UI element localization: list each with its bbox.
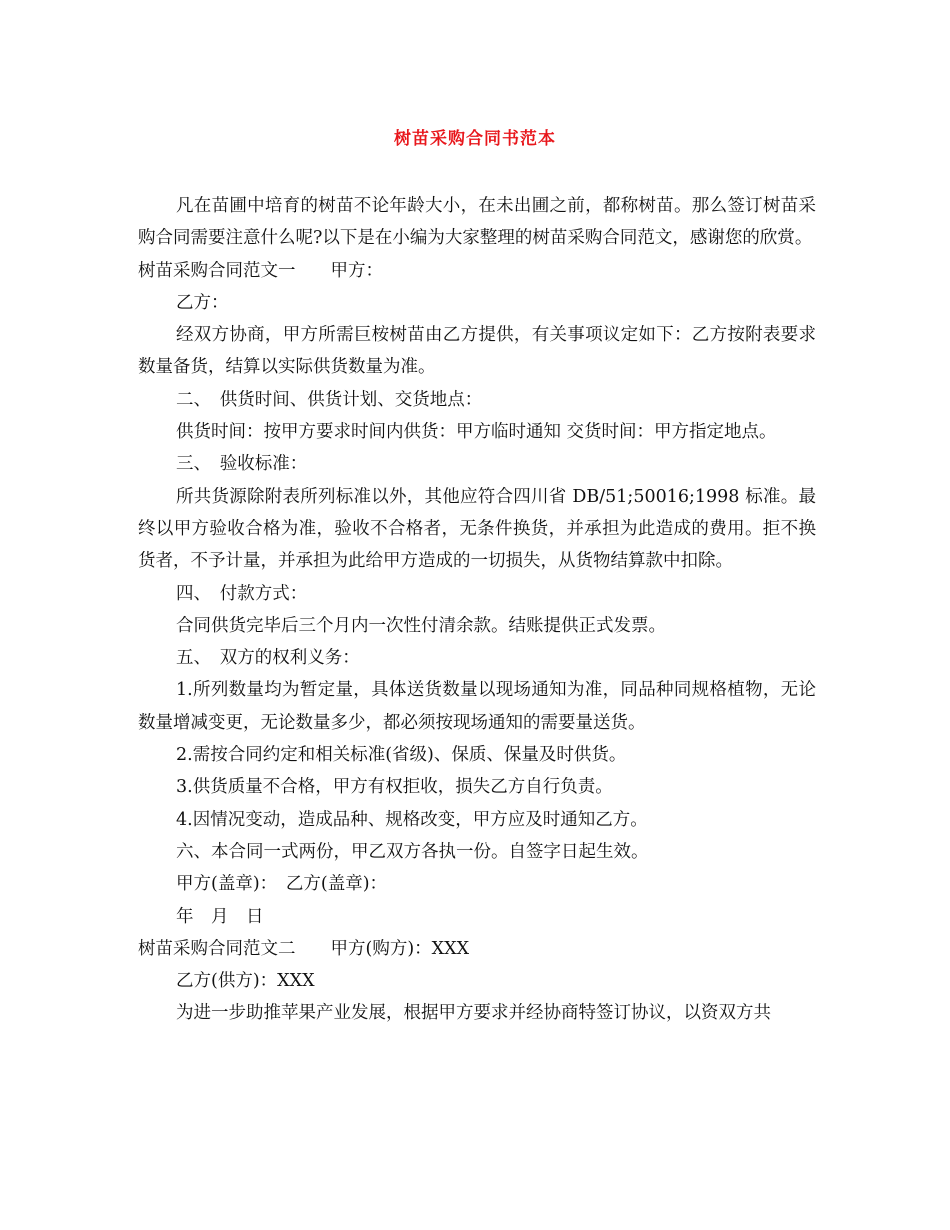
supplier-line: 乙方(供方)：XXX (176, 971, 315, 992)
section-three-heading: 三、 验收标准： (176, 454, 308, 475)
contract-one-heading: 树苗采购合同范文一 甲方： (138, 260, 383, 281)
agreement-paragraph: 经双方协商，甲方所需巨桉树苗由乙方提供，有关事项议定如下：乙方按附表要求数量备货，结算以实际供货数量为准。 (138, 325, 816, 378)
section-five-heading: 五、 双方的权利义务： (176, 648, 360, 669)
section-four-heading: 四、 付款方式： (176, 583, 308, 604)
date-line: 年 月 日 (176, 906, 264, 927)
document-body (138, 190, 816, 1030)
document-title: 树苗采购合同书范本 (394, 129, 556, 149)
section-six-paragraph: 六、本合同一式两份，甲乙双方各执一份。自签字日起生效。 (176, 841, 649, 862)
seal-line: 甲方(盖章)： 乙方(盖章)： (176, 874, 388, 895)
obligation-item-3: 3.供货质量不合格，甲方有权拒收，损失乙方自行负责。 (176, 777, 613, 798)
intro-paragraph: 凡在苗圃中培育的树苗不论年龄大小，在未出圃之前，都称树苗。那么签订树苗采购合同需要注意什么呢?以下是在小编为大家整理的树苗采购合同范文，感谢您的欣赏。 (138, 196, 816, 249)
obligation-item-1: 1.所列数量均为暂定量，具体送货数量以现场通知为准，同品种同规格植物，无论数量增减变更，无论数量多少，都必须按现场通知的需要量送货。 (138, 680, 816, 733)
delivery-time-paragraph: 供货时间：按甲方要求时间内供货：甲方临时通知 交货时间：甲方指定地点。 (176, 422, 777, 443)
obligation-item-2: 2.需按合同约定和相关标准(省级)、保质、保量及时供货。 (176, 745, 627, 766)
obligation-item-4: 4.因情况变动，造成品种、规格改变，甲方应及时通知乙方。 (176, 809, 648, 830)
acceptance-paragraph: 所共货源除附表所列标准以外，其他应符合四川省 DB/51;50016;1998 标准。最终以甲方验收合格为准，验收不合格者，无条件换货，并承担为此造成的费用。拒不换货者，不予计量，并承担为此给甲方造成的一切损失，从货物结算款中扣除。 (138, 486, 816, 572)
contract-two-heading: 树苗采购合同范文二 甲方(购方)：XXX (138, 938, 470, 959)
payment-paragraph: 合同供货完毕后三个月内一次性付清余款。结账提供正式发票。 (176, 615, 666, 636)
contract-two-intro: 为进一步助推苹果产业发展，根据甲方要求并经协商特签订协议，以资双方共 (176, 1003, 771, 1024)
section-two-heading: 二、 供货时间、供货计划、交货地点： (176, 389, 483, 410)
party-b-line: 乙方： (176, 292, 229, 313)
